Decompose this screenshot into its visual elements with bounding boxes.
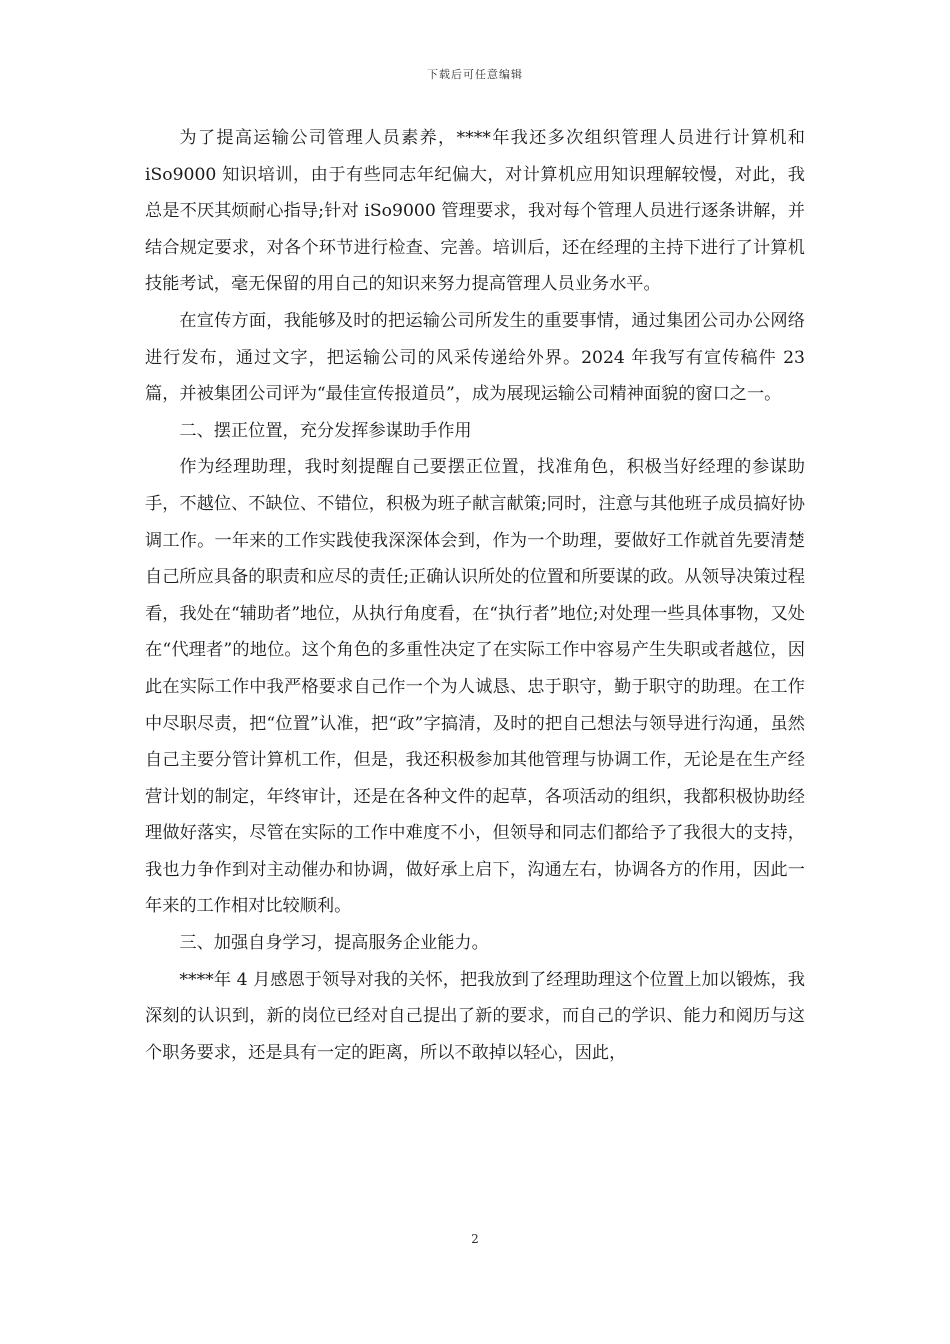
document-body [145, 120, 805, 1071]
paragraph-training: 为了提高运输公司管理人员素养，****年我还多次组织管理人员进行计算机和 iSo9000 知识培训，由于有些同志年纪偏大，对计算机应用知识理解较慢，对此，我总是不厌其烦耐心指导;针对 iSo9000 管理要求，我对每个管理人员进行逐条讲解，并结合规定要求，对各个环节进行检查、完善。培训后，还在经理的主持下进行了计算机技能考试，毫无保留的用自己的知识来努力提高管理人员业务水平。 [145, 128, 805, 295]
paragraph-assistant-role: 作为经理助理，我时刻提醒自己要摆正位置，找准角色，积极当好经理的参谋助手，不越位、不缺位、不错位，积极为班子献言献策;同时，注意与其他班子成员搞好协调工作。一年来的工作实践使我深深体会到，作为一个助理，要做好工作就首先要清楚自己所应具备的职责和应尽的责任;正确认识所处的位置和所要谋的政。从领导决策过程看，我处在“辅助者”地位，从执行角度看，在“执行者”地位;对处理一些具体事物，又处在“代理者”的地位。这个角色的多重性决定了在实际工作中容易产生失职或者越位，因此在实际工作中我严格要求自己作一个为人诚恳、忠于职守，勤于职守的助理。在工作中尽职尽责，把“位置”认准，把“政”字搞清，及时的把自己想法与领导进行沟通，虽然自己主要分管计算机工作，但是，我还积极参加其他管理与协调工作，无论是在生产经营计划的制定，年终审计，还是在各种文件的起草，各项活动的组织，我都积极协助经理做好落实，尽管在实际的工作中难度不小，但领导和同志们都给予了我很大的支持，我也力争作到对主动催办和协调，做好承上启下，沟通左右，协调各方的作用，因此一年来的工作相对比较顺利。 [145, 457, 805, 917]
page-number: 2 [471, 1232, 479, 1246]
paragraph-self-study: ****年 4 月感恩于领导对我的关怀，把我放到了经理助理这个位置上加以锻炼，我深刻的认识到，新的岗位已经对自己提出了新的要求，而自己的学识、能力和阅历与这个职务要求，还是具有一定的距离，所以不敢掉以轻心，因此， [145, 969, 805, 1063]
section-heading-3: 三、加强自身学习，提高服务企业能力。 [179, 933, 489, 954]
paragraph-publicity: 在宣传方面，我能够及时的把运输公司所发生的重要事情，通过集团公司办公网络进行发布，通过文字，把运输公司的风采传递给外界。2024 年我写有宣传稿件 23 篇，并被集团公司评为“最佳宣传报道员”，成为展现运输公司精神面貌的窗口之一。 [145, 310, 805, 405]
page-header: 下载后可任意编辑 [427, 68, 523, 81]
section-heading-2: 二、摆正位置，充分发挥参谋助手作用 [179, 420, 472, 441]
